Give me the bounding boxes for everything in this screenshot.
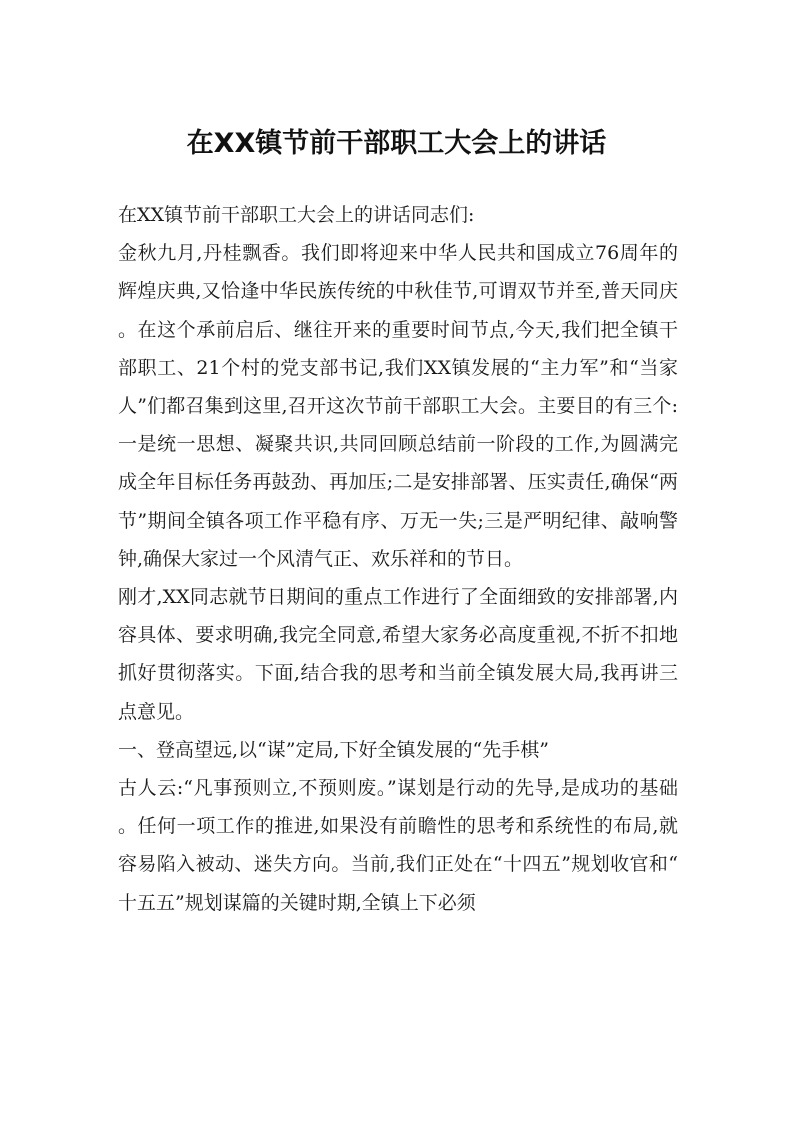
- paragraph-section-1: 古人云:“凡事预则立,不预则废。”谋划是行动的先导,是成功的基础。任何一项工作的推进,如果没有前瞻性的思考和系统性的布局,就容易陷入被动、迷失方向。当前,我们正处在“十四五”规划收官和“十五五”规划谋篇的关键时期,全镇上下必须: [118, 777, 678, 914]
- document-title: 在XX镇节前干部职工大会上的讲话: [186, 128, 607, 159]
- section-heading-1: 一、登高望远,以“谋”定局,下好全镇发展的“先手棋”: [118, 738, 549, 761]
- document-body: [118, 196, 678, 922]
- paragraph-opening: 金秋九月,丹桂飘香。我们即将迎来中华人民共和国成立76周年的辉煌庆典,又恰逢中华民族传统的中秋佳节,可谓双节并至,普天同庆。在这个承前启后、继往开来的重要时间节点,今天,我们把全镇干部职工、21个村的党支部书记,我们XX镇发展的“主力军”和“当家人”们都召集到这里,召开这次节前干部职工大会。主要目的有三个:一是统一思想、凝聚共识,共同回顾总结前一阶段的工作,为圆满完成全年目标任务再鼓劲、再加压;二是安排部署、压实责任,确保“两节”期间全镇各项工作平稳有序、万无一失;三是严明纪律、敲响警钟,确保大家过一个风清气正、欢乐祥和的节日。: [118, 242, 678, 570]
- paragraph-salutation: 在XX镇节前干部职工大会上的讲话同志们:: [118, 204, 475, 226]
- paragraph-review: 刚才,XX同志就节日期间的重点工作进行了全面细致的安排部署,内容具体、要求明确,我完全同意,希望大家务必高度重视,不折不扣地抓好贯彻落实。下面,结合我的思考和当前全镇发展大局,我再讲三点意见。: [118, 586, 678, 723]
